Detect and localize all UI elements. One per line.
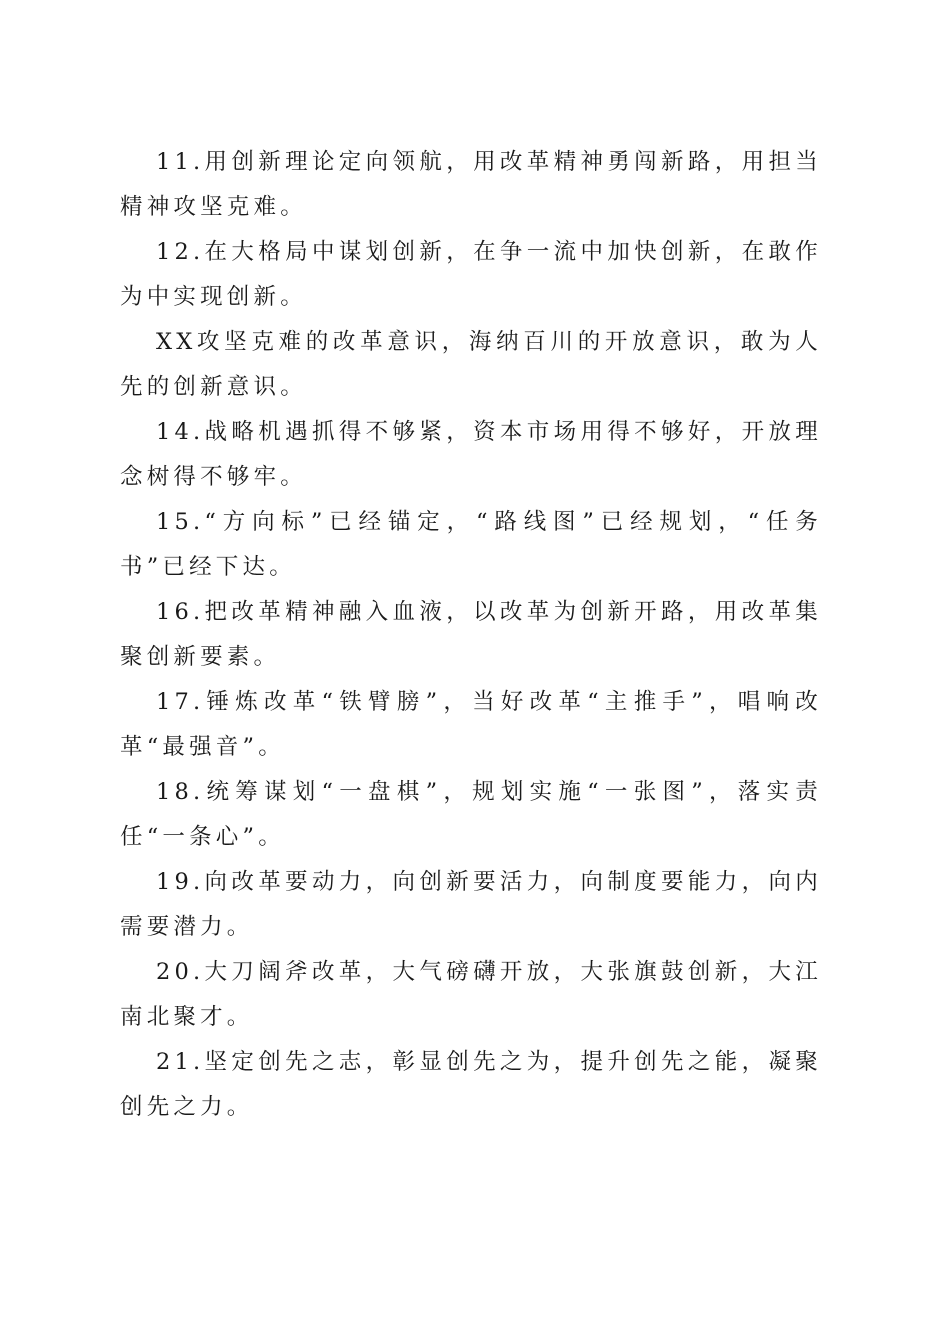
paragraph-16: 16.把改革精神融入血液，以改革为创新开路，用改革集聚创新要素。 — [120, 599, 822, 670]
paragraph-11: 11.用创新理论定向领航，用改革精神勇闯新路，用担当精神攻坚克难。 — [120, 149, 822, 220]
paragraph-17: 17.锤炼改革“铁臂膀”，当好改革“主推手”，唱响改革“最强音”。 — [120, 689, 822, 760]
paragraph-19: 19.向改革要动力，向创新要活力，向制度要能力，向内需要潜力。 — [120, 869, 822, 940]
paragraph-21: 21.坚定创先之志，彰显创先之为，提升创先之能，凝聚创先之力。 — [120, 1049, 822, 1120]
paragraph-15: 15.“方向标”已经锚定，“路线图”已经规划，“任务书”已经下达。 — [120, 509, 822, 580]
paragraph-13: XX攻坚克难的改革意识，海纳百川的开放意识，敢为人先的创新意识。 — [120, 329, 822, 400]
paragraph-14: 14.战略机遇抓得不够紧，资本市场用得不够好，开放理念树得不够牢。 — [120, 419, 822, 490]
paragraph-12: 12.在大格局中谋划创新，在争一流中加快创新，在敢作为中实现创新。 — [120, 239, 822, 310]
paragraph-18: 18.统筹谋划“一盘棋”，规划实施“一张图”，落实责任“一条心”。 — [120, 779, 822, 850]
document-body — [120, 140, 822, 1130]
paragraph-20: 20.大刀阔斧改革，大气磅礴开放，大张旗鼓创新，大江南北聚才。 — [120, 959, 822, 1030]
